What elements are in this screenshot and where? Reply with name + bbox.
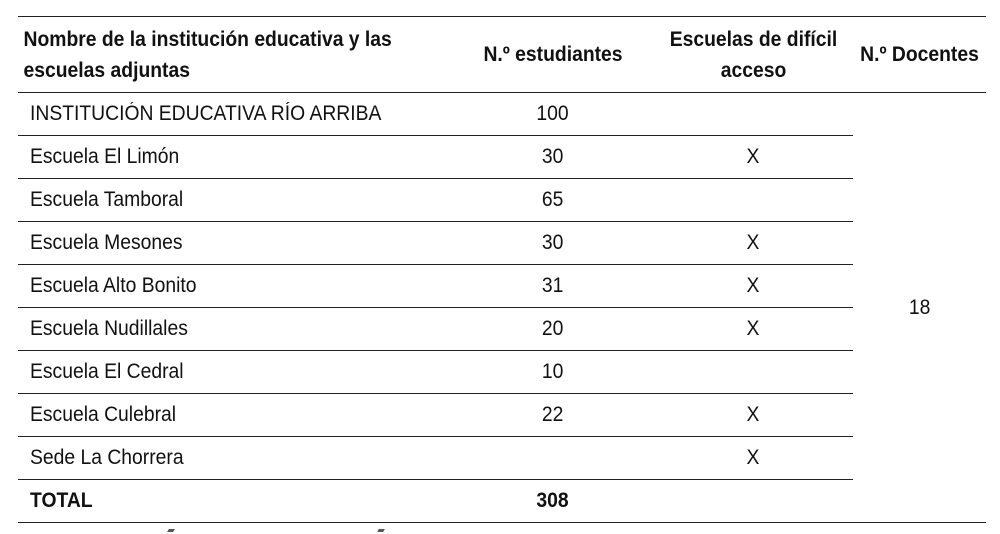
table-row — [18, 179, 986, 222]
student-count-cell — [452, 394, 654, 437]
table-body — [18, 93, 986, 523]
student-count: 10 — [542, 360, 564, 383]
student-count: 30 — [542, 145, 564, 168]
difficult-access-cell — [654, 351, 853, 394]
school-name: Escuela Alto Bonito — [30, 274, 197, 297]
table-row — [18, 136, 986, 179]
student-count-cell — [452, 222, 654, 265]
total-students: 308 — [536, 489, 570, 512]
difficult-access-cell — [654, 308, 853, 351]
student-count-cell — [452, 308, 654, 351]
schools-table — [18, 16, 986, 523]
difficult-access-cell — [654, 394, 853, 437]
difficult-access-mark: X — [747, 274, 760, 297]
school-name-cell — [18, 351, 452, 394]
header-row — [18, 17, 986, 93]
difficult-access-cell — [654, 93, 853, 136]
student-count-cell — [452, 351, 654, 394]
school-name-cell — [18, 308, 452, 351]
header-institution-name: Nombre de la institución educativa y las escuelas adjuntas — [18, 17, 417, 93]
school-name: Escuela El Cedral — [30, 360, 184, 383]
difficult-access-cell — [654, 437, 853, 480]
total-students-cell — [452, 480, 654, 523]
teacher-count: 18 — [908, 295, 931, 319]
table-row — [18, 437, 986, 480]
table-row — [18, 222, 986, 265]
school-name-cell — [18, 179, 452, 222]
school-name: Escuela Culebral — [30, 403, 177, 426]
student-count-cell — [452, 179, 654, 222]
student-count: 22 — [542, 403, 564, 426]
difficult-access-cell — [654, 136, 853, 179]
student-count: 30 — [542, 231, 564, 254]
table-row — [18, 265, 986, 308]
header-difficult-access: Escuelas de difícil acceso — [662, 17, 845, 93]
school-name-cell — [18, 437, 452, 480]
school-name-cell — [18, 265, 452, 308]
school-name: INSTITUCIÓN EDUCATIVA RÍO ARRIBA — [30, 102, 382, 125]
difficult-access-mark: X — [747, 145, 760, 168]
total-row — [18, 480, 986, 523]
school-name-cell — [18, 394, 452, 437]
student-count-cell — [452, 265, 654, 308]
school-name-cell — [18, 222, 452, 265]
table-header — [18, 17, 986, 93]
difficult-access-cell — [654, 265, 853, 308]
student-count-cell — [452, 437, 654, 480]
table-row — [18, 394, 986, 437]
difficult-access-mark: X — [747, 403, 760, 426]
student-count: 31 — [542, 274, 564, 297]
student-count: 100 — [536, 102, 570, 125]
school-name: Escuela Mesones — [30, 231, 183, 254]
difficult-access-mark: X — [747, 231, 760, 254]
total-label-cell — [18, 480, 452, 523]
school-name: Sede La Chorrera — [30, 446, 184, 469]
header-teachers: N.º Docentes — [858, 17, 980, 93]
schools-table-container — [18, 16, 986, 523]
total-access-cell — [654, 480, 853, 523]
student-count-cell — [452, 93, 654, 136]
table-row — [18, 308, 986, 351]
school-name: Escuela El Limón — [30, 145, 180, 168]
school-name-cell — [18, 93, 452, 136]
difficult-access-cell — [654, 179, 853, 222]
school-name: Escuela Tamboral — [30, 188, 184, 211]
total-label: TOTAL — [30, 489, 93, 512]
difficult-access-mark: X — [747, 446, 760, 469]
teacher-count-cell — [853, 93, 986, 523]
school-name: Escuela Nudillales — [30, 317, 188, 340]
difficult-access-mark: X — [747, 317, 760, 340]
table-row — [18, 93, 986, 136]
difficult-access-cell — [654, 222, 853, 265]
cropped-text-remnant — [0, 527, 1000, 534]
student-count: 20 — [542, 317, 564, 340]
student-count-cell — [452, 136, 654, 179]
student-count: 65 — [542, 188, 564, 211]
table-row — [18, 351, 986, 394]
school-name-cell — [18, 136, 452, 179]
header-students: N.º estudiantes — [460, 17, 646, 93]
